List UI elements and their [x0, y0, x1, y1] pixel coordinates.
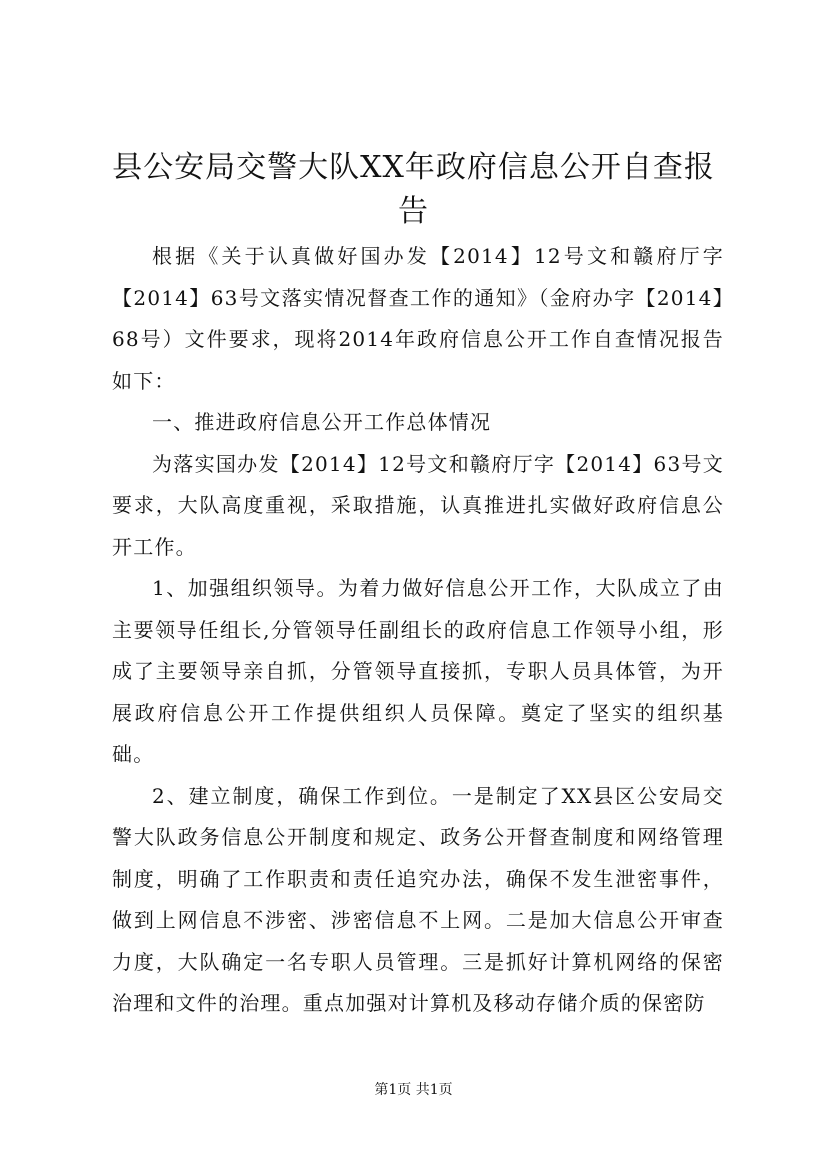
paragraph-item-2: 2、建立制度，确保工作到位。一是制定了XX县区公安局交警大队政务信息公开制度和规定、政务公开督查制度和网络管理制度，明确了工作职责和责任追究办法，确保不发生泄密事件，做到上网信息不涉密、涉密信息不上网。二是加大信息公开审查力度，大队确定一名专职人员管理。三是抓好计算机网络的保密治理和文件的治理。重点加强对计算机及移动存储介质的保密防 — [112, 783, 724, 1015]
paragraph-item-1: 1、加强组织领导。为着力做好信息公开工作，大队成立了由主要领导任组长,分管领导任副组长的政府信息工作领导小组，形成了主要领导亲自抓，分管领导直接抓，专职人员具体管，为开展政府信息公开工作提供组织人员保障。奠定了坚实的组织基础。 — [112, 576, 724, 766]
paragraph-overview: 为落实国办发【2014】12号文和赣府厅字【2014】63号文要求，大队高度重视，采取措施，认真推进扎实做好政府信息公开工作。 — [112, 451, 724, 559]
page-footer: 第1页 共1页 — [374, 1082, 453, 1098]
paragraph-intro: 根据《关于认真做好国办发【2014】12号文和赣府厅字【2014】63号文落实情况督查工作的通知》（金府办字【2014】68号）文件要求，现将2014年政府信息公开工作自查情况报告如下： — [112, 244, 724, 393]
section-heading: 一、推进政府信息公开工作总体情况 — [152, 410, 492, 434]
document-title: 县公安局交警大队XX年政府信息公开自查报告 — [112, 150, 715, 229]
document-body — [112, 236, 724, 1025]
